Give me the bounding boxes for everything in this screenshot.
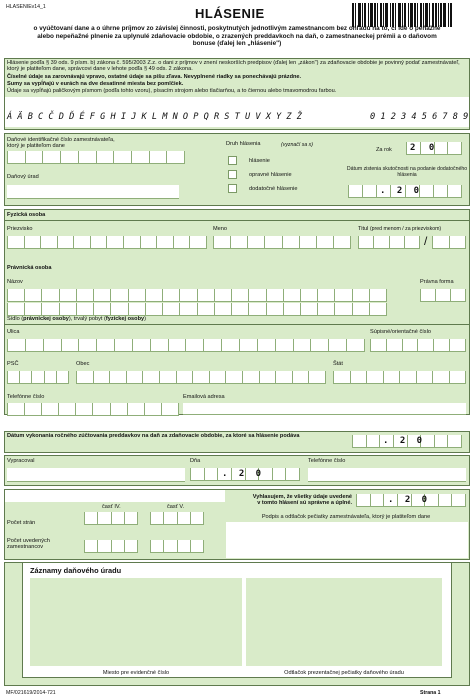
alphabet-sample: Á Ä B C Č D Ď É F G H I J K L M N O P Q R S T U V X Y Z Ž: [7, 112, 302, 122]
address-heading-fo: fyzickej osoby: [105, 316, 145, 322]
person-heading: Fyzická osoba: [7, 212, 46, 218]
titul-before-input[interactable]: [358, 236, 420, 249]
signature-label: Podpis a odtlačok pečiatky zamestnávateľa, ktorý je platiteľom dane: [261, 514, 431, 520]
report-type-label: Druh hlásenia: [226, 141, 261, 147]
titul-hint: (pred menom / za priezviskom): [369, 226, 442, 232]
prepared-phone-input[interactable]: [308, 468, 466, 482]
psc-input[interactable]: [7, 371, 69, 384]
type-corrective-checkbox[interactable]: [228, 170, 237, 179]
declaration-text: Vyhlasujem, že všetky údaje uvedené v tomto hlásení sú správne a úplné.: [252, 494, 352, 507]
titul-text: Titul: [358, 226, 369, 232]
divider: [4, 324, 470, 325]
legal-form-input[interactable]: [420, 289, 466, 302]
page-title: HLÁSENIE: [195, 6, 265, 21]
street-label: Ulica: [7, 329, 20, 335]
address-heading-end: ): [144, 316, 146, 322]
type-report-checkbox[interactable]: [228, 156, 237, 165]
form-subtitle: o vyúčtovaní dane a o úhrne príjmov zo závislej činnosti, poskytnutých jednotlivým zamestnancom bez ohľadu na to, či ide o peňažné alebo nepeňažné plnenie za uplynulé zdaňovacie obdobie, o zrazených preddavkoch na daň, o zamestnaneckej prémii a o daňovom bonuse (ďalej len „hlásenie"): [33, 25, 441, 48]
legal-name-input-2[interactable]: [7, 303, 387, 316]
address-heading-po: právnickej osoby: [23, 316, 69, 322]
prepared-by-input[interactable]: [7, 468, 185, 482]
barcode-image: [352, 3, 452, 27]
declaration-date-suffix: . 2 0: [388, 495, 431, 505]
instruction-line-2: Sumy sa vypĺňajú v eurách na dve desatinné miesta bez pomlčiek.: [7, 81, 184, 87]
email-input[interactable]: [183, 403, 466, 415]
report-type-hint: (vyznačí sa x): [281, 142, 313, 148]
dic-label: Daňové identifikačné číslo zamestnávateľa, ktorý je platiteľom dane: [7, 137, 115, 150]
page-count-part5-input[interactable]: [150, 512, 204, 525]
address-heading-mid: ), trvalý pobyt (: [68, 316, 106, 322]
office-stamp-area: [246, 578, 442, 666]
prepared-by-label: Vypracoval: [7, 458, 35, 464]
surname-label: Priezvisko: [7, 226, 33, 232]
year-prefix: 2 0: [410, 143, 439, 153]
registration-number-caption: Miesto pre evidenčné číslo: [102, 670, 170, 676]
signature-area[interactable]: [226, 522, 468, 558]
country-input[interactable]: [333, 371, 466, 384]
form-code: HLASENIEv14_1: [6, 4, 46, 10]
office-stamp-caption: Odtlačok prezentačnej pečiatky daňového úradu: [284, 670, 404, 676]
email-label: Emailová adresa: [183, 394, 225, 400]
legal-form-label: Právna forma: [420, 279, 454, 285]
discovery-date-suffix: . 2 0: [380, 186, 423, 196]
legal-note: Hlásenie podľa § 39 ods. 9 písm. b) zákona č. 595/2003 Z.z. o dani z príjmov v znení neskorších predpisov (ďalej len „zákon") za zdaňovacie obdobie je povinný podať zamestnávateľ, ktorý je platiteľom dane, správcovi dane v lehote podľa § 49 ods. 2 zákona.: [7, 60, 460, 73]
office-records-heading: Záznamy daňového úradu: [30, 566, 122, 575]
prepared-day-suffix: . 2 0: [222, 469, 265, 479]
firstname-input[interactable]: [213, 236, 351, 249]
surname-input[interactable]: [7, 236, 207, 249]
street-input[interactable]: [7, 339, 365, 352]
footer-page: Strana 1: [420, 690, 441, 696]
type-supplementary-checkbox[interactable]: [228, 184, 237, 193]
counts-header-blank: [5, 490, 225, 502]
part5-label: časť V.: [167, 504, 185, 510]
address-heading: [7, 316, 146, 322]
house-number-label: Súpisné/orientačné číslo: [370, 329, 431, 335]
part4-label: časť IV.: [102, 504, 121, 510]
page-count-label: Počet strán: [7, 520, 36, 526]
type-supplementary-label: dodatočné hlásenie: [249, 186, 298, 192]
registration-number-area: [30, 578, 242, 666]
execution-date-label: Dátum vykonania ročného zúčtovania preddavkov na daň za zdaňovacie obdobie, za ktoré sa hlásenie podáva: [7, 433, 300, 439]
year-label: Za rok: [376, 147, 392, 153]
city-label: Obec: [76, 361, 90, 367]
divider: [4, 220, 470, 221]
type-report-label: hlásenie: [249, 158, 270, 164]
phone-label: Telefónne číslo: [7, 394, 45, 400]
instruction-line-1: Číselné údaje sa zarovnávajú vpravo, ostatné údaje sa píšu zľava. Nevyplnené riadky sa ponechávajú prázdne.: [7, 74, 302, 80]
employee-count-part4-input[interactable]: [84, 540, 138, 553]
tax-office-label: Daňový úrad: [7, 174, 39, 180]
phone-input[interactable]: [7, 403, 179, 416]
prepared-phone-label: Telefónne číslo: [308, 458, 346, 464]
prepared-day-label: Dňa: [190, 458, 201, 464]
page-count-part4-input[interactable]: [84, 512, 138, 525]
address-heading-prefix: Sídlo (: [7, 316, 24, 322]
titul-separator: /: [424, 234, 428, 248]
city-input[interactable]: [76, 371, 326, 384]
legal-name-input[interactable]: [7, 289, 387, 302]
firstname-label: Meno: [213, 226, 227, 232]
type-corrective-label: opravné hlásenie: [249, 172, 292, 178]
tax-office-input[interactable]: [7, 185, 179, 199]
discovery-date-label: Dátum zistenia skutočnosti na podanie dodatočného hlásenia: [346, 166, 468, 178]
titul-after-input[interactable]: [432, 236, 466, 249]
dic-input[interactable]: [7, 151, 185, 164]
house-number-input[interactable]: [370, 339, 466, 352]
execution-date-suffix: . 2 0: [383, 436, 426, 446]
legal-entity-heading: Právnická osoba: [7, 265, 52, 271]
country-label: Štát: [333, 361, 343, 367]
legal-name-label: Názov: [7, 279, 23, 285]
employee-count-label: Počet uvedených zamestnancov: [7, 538, 50, 551]
titul-label: [358, 226, 441, 232]
instruction-line-3: Údaje sa vypĺňajú paličkovým písmom (podľa tohto vzoru), písacím strojom alebo tlačiarňou, a to čiernou alebo tmavomodrou farbou.: [7, 88, 337, 94]
employee-count-part5-input[interactable]: [150, 540, 204, 553]
psc-label: PSČ: [7, 361, 19, 367]
digits-sample: 0 1 2 3 4 5 6 7 8 9: [370, 112, 469, 122]
footer-code: MF/021619/2014-721: [6, 690, 56, 696]
